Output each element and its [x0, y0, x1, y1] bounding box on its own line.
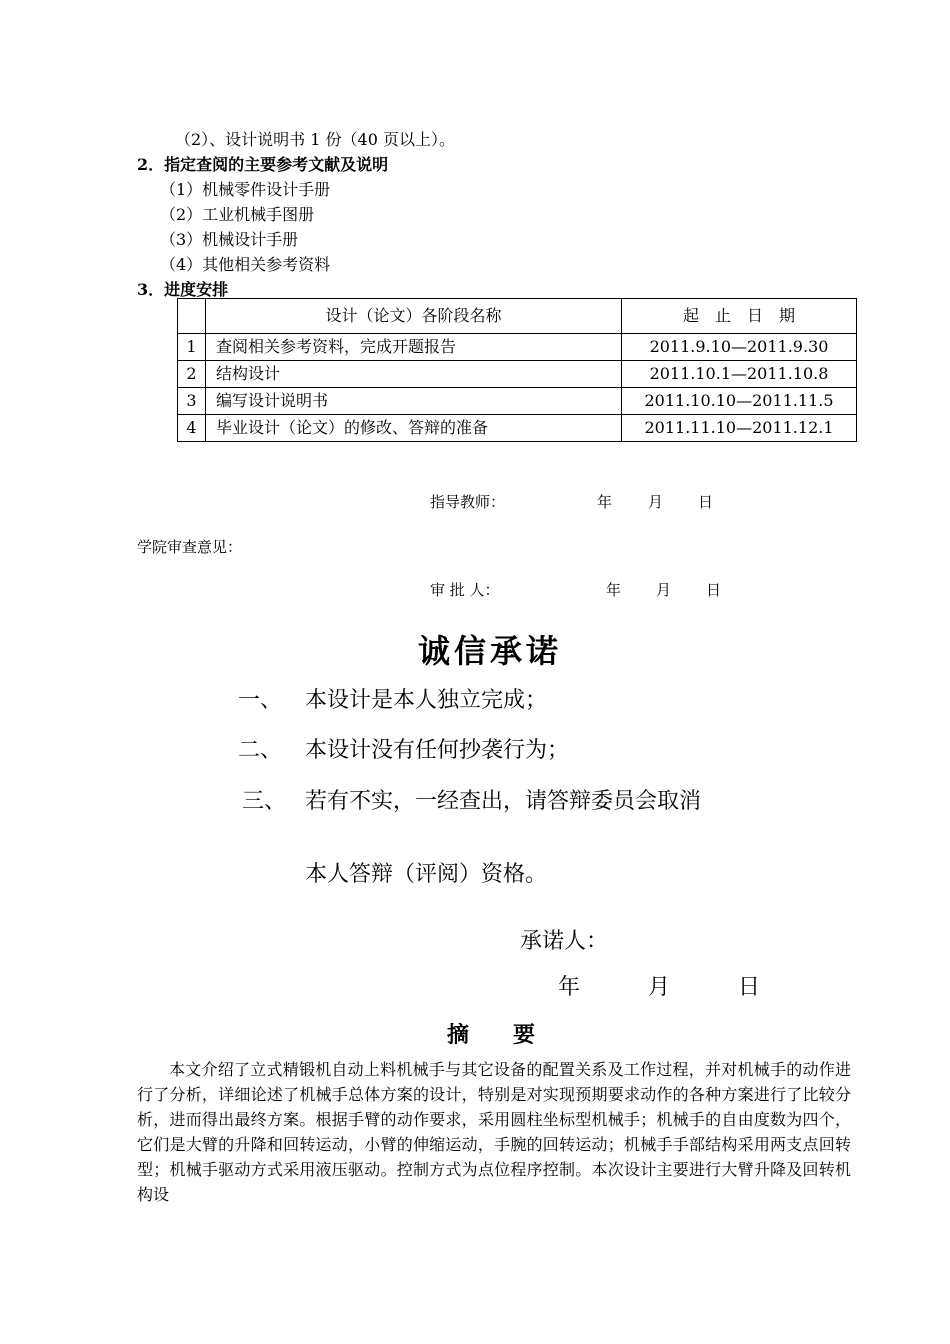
row-num: 3 [178, 388, 206, 415]
approver-month: 月 [656, 581, 672, 599]
table-row [178, 334, 857, 361]
table-header-row [178, 299, 857, 334]
pledge-text-2: 本设计没有任何抄袭行为； [305, 738, 570, 763]
pledge-day: 日 [738, 975, 761, 1000]
row-num: 1 [178, 334, 206, 361]
pledge-text-1: 本设计是本人独立完成； [305, 688, 548, 713]
approver-year: 年 [606, 581, 622, 599]
college-review-label: 学院审查意见： [137, 538, 243, 556]
approver-label: 审 批 人： [430, 581, 500, 599]
row-stage-name: 毕业设计（论文）的修改、答辩的准备 [206, 415, 622, 442]
pledge-num-3: 三、 [242, 789, 287, 814]
ref-item-1: （1）机械零件设计手册 [160, 180, 331, 199]
row-date: 2011.11.10—2011.12.1 [622, 415, 857, 442]
row-stage-name: 查阅相关参考资料，完成开题报告 [206, 334, 622, 361]
row-num: 4 [178, 415, 206, 442]
advisor-year: 年 [597, 493, 613, 511]
advisor-month: 月 [648, 493, 664, 511]
pledge-month: 月 [648, 975, 671, 1000]
schedule-heading: 3．进度安排 [137, 280, 229, 299]
table-row [178, 415, 857, 442]
row-date: 2011.10.10—2011.11.5 [622, 388, 857, 415]
row-num: 2 [178, 361, 206, 388]
row-date: 2011.9.10—2011.9.30 [622, 334, 857, 361]
ref-item-4: （4）其他相关参考资料 [160, 255, 331, 274]
pledge-num-2: 二、 [238, 738, 283, 763]
row-date: 2011.10.1—2011.10.8 [622, 361, 857, 388]
pledge-continuation: 本人答辩（评阅）资格。 [305, 862, 548, 887]
table-row [178, 361, 857, 388]
header-date-range: 起 止 日 期 [622, 299, 857, 334]
refs-heading: 2．指定查阅的主要参考文献及说明 [137, 155, 389, 174]
ref-item-3: （3）机械设计手册 [160, 230, 299, 249]
advisor-day: 日 [698, 493, 714, 511]
deliverable-line: （2）、设计说明书 1 份（40 页以上）。 [175, 130, 455, 149]
ref-item-2: （2）工业机械手图册 [160, 205, 315, 224]
pledge-signer-label: 承诺人： [520, 929, 609, 954]
pledge-year: 年 [558, 975, 581, 1000]
row-stage-name: 编写设计说明书 [206, 388, 622, 415]
header-num-cell [178, 299, 206, 334]
pledge-title: 诚信承诺 [418, 632, 563, 670]
approver-day: 日 [706, 581, 722, 599]
pledge-text-3: 若有不实，一经查出，请答辩委员会取消 [305, 789, 702, 814]
abstract-title: 摘 要 [447, 1023, 536, 1048]
row-stage-name: 结构设计 [206, 361, 622, 388]
pledge-num-1: 一、 [238, 688, 283, 713]
abstract-body: 本文介绍了立式精锻机自动上料机械手与其它设备的配置关系及工作过程，并对机械手的动作进行了分析，详细论述了机械手总体方案的设计，特别是对实现预期要求动作的各种方案进行了比较分析，进而得出最终方案。根据手臂的动作要求，采用圆柱坐标型机械手；机械手的自由度数为四个，它们是大臂的升降和回转运动，小臂的伸缩运动，手腕的回转运动；机械手手部结构采用两支点回转型；机械手驱动方式采用液压驱动。控制方式为点位程序控制。本次设计主要进行大臂升降及回转机构设 [137, 1060, 851, 1204]
header-stage-name: 设计（论文）各阶段名称 [206, 299, 622, 334]
schedule-table [177, 298, 857, 442]
advisor-label: 指导教师： [430, 493, 506, 511]
table-row [178, 388, 857, 415]
